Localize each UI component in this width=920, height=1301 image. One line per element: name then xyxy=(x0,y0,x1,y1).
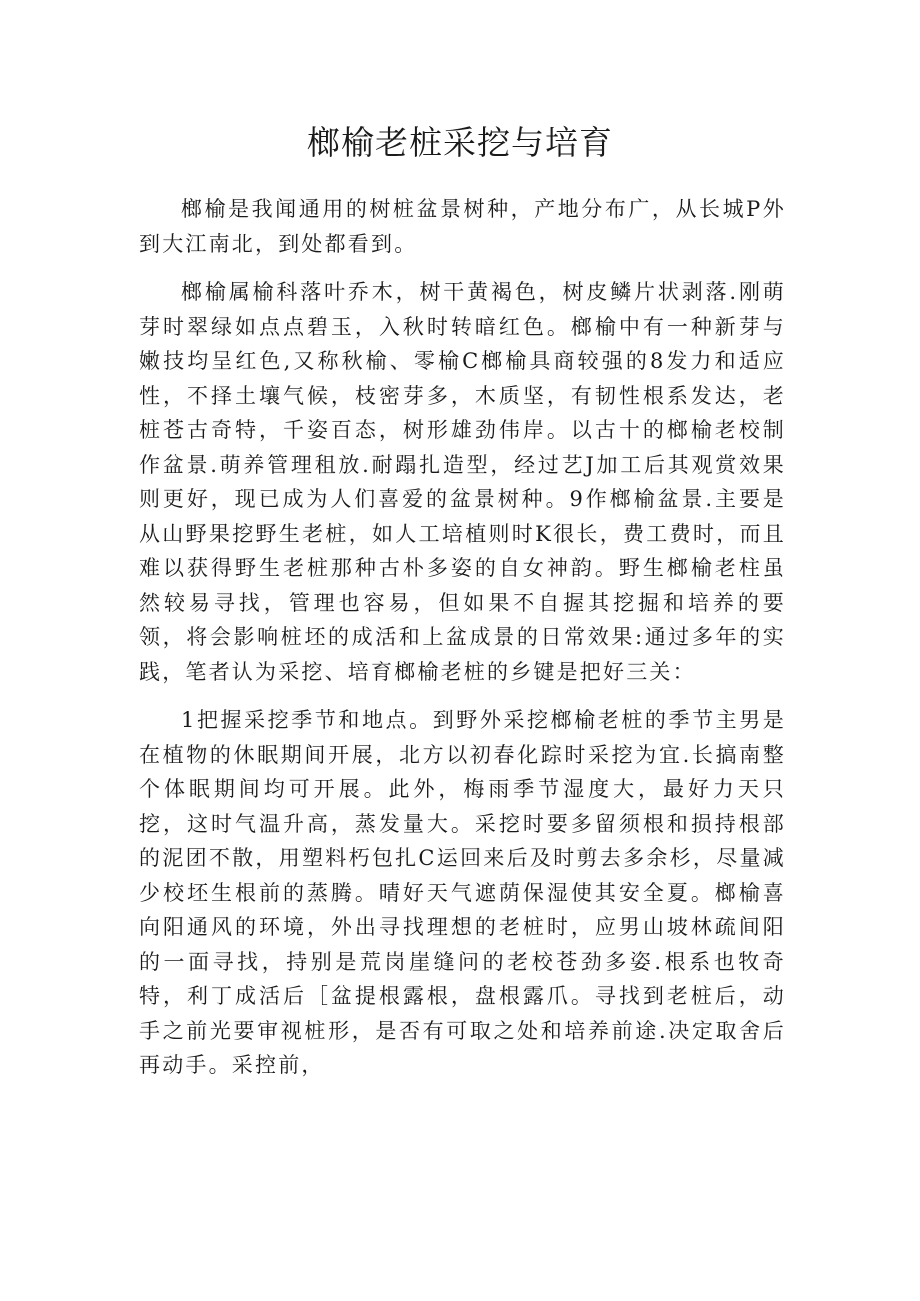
document-title: 榔榆老桩采挖与培育 xyxy=(307,123,613,162)
paragraph-collection-season: 1把握采挖季节和地点。到野外采挖榔榆老桩的季节主男是在植物的休眠期间开展，北方以初春化踪时采挖为宜.长搞南整个体眠期间均可开展。此外，梅雨季节湿度大，最好力天只挖，这时气温升高，蒸发量大。采挖时要多留须根和损持根部的泥团不散，用塑料朽包扎C运回来后及时剪去多余杉，尽量减少校坯生根前的蒸腾。晴好天气遮荫保湿使其安全夏。榔榆喜向阳通风的环境，外出寻找理想的老桩时，应男山坡林疏间阳的一面寻找，持别是荒岗崖缝问的老校苍劲多姿.根系也牧奇特，利丁成活后［盆提根露根，盘根露爪。寻找到老桩后，动手之前光要审视桩形，是否有可取之处和培养前途.决定取舍后再动手。采控前， xyxy=(139,708,786,1077)
paragraph-intro: 榔榆是我闻通用的树桩盆景树种，产地分布广，从长城P外到大江南北，到处都看到。 xyxy=(139,197,786,256)
document-body xyxy=(139,192,786,1097)
paragraph-description: 榔榆属榆科落叶乔木，树干黄褐色，树皮鳞片状剥落.刚萌芽时翠绿如点点碧玉，入秋时转暗红色。榔榆中有一种新芽与嫩技均呈红色,又称秋榆、零榆C榔榆具商较强的8发力和适应性，不择土壤气候，枝密芽多，木质坚，有韧性根系发达，老桩苍古奇特，千姿百态，树形雄劲伟岸。以古十的榔榆老校制作盆景.萌养管理租放.耐蹋扎造型，经过艺J加工后其观赏效果则更好，现已成为人们喜爱的盆景树种。9作榔榆盆景.主要是从山野果挖野生老桩，如人工培植则时K很长，费工费时，而且难以获得野生老桩那种古朴多姿的自女神韵。野生榔榆老柱虽然较易寻找，管理也容易，但如果不自握其挖掘和培养的要领，将会影响桩坯的成活和上盆成景的日常效果:通过多年的实践，笔者认为采挖、培育榔榆老桩的乡键是把好三关： xyxy=(139,280,786,684)
